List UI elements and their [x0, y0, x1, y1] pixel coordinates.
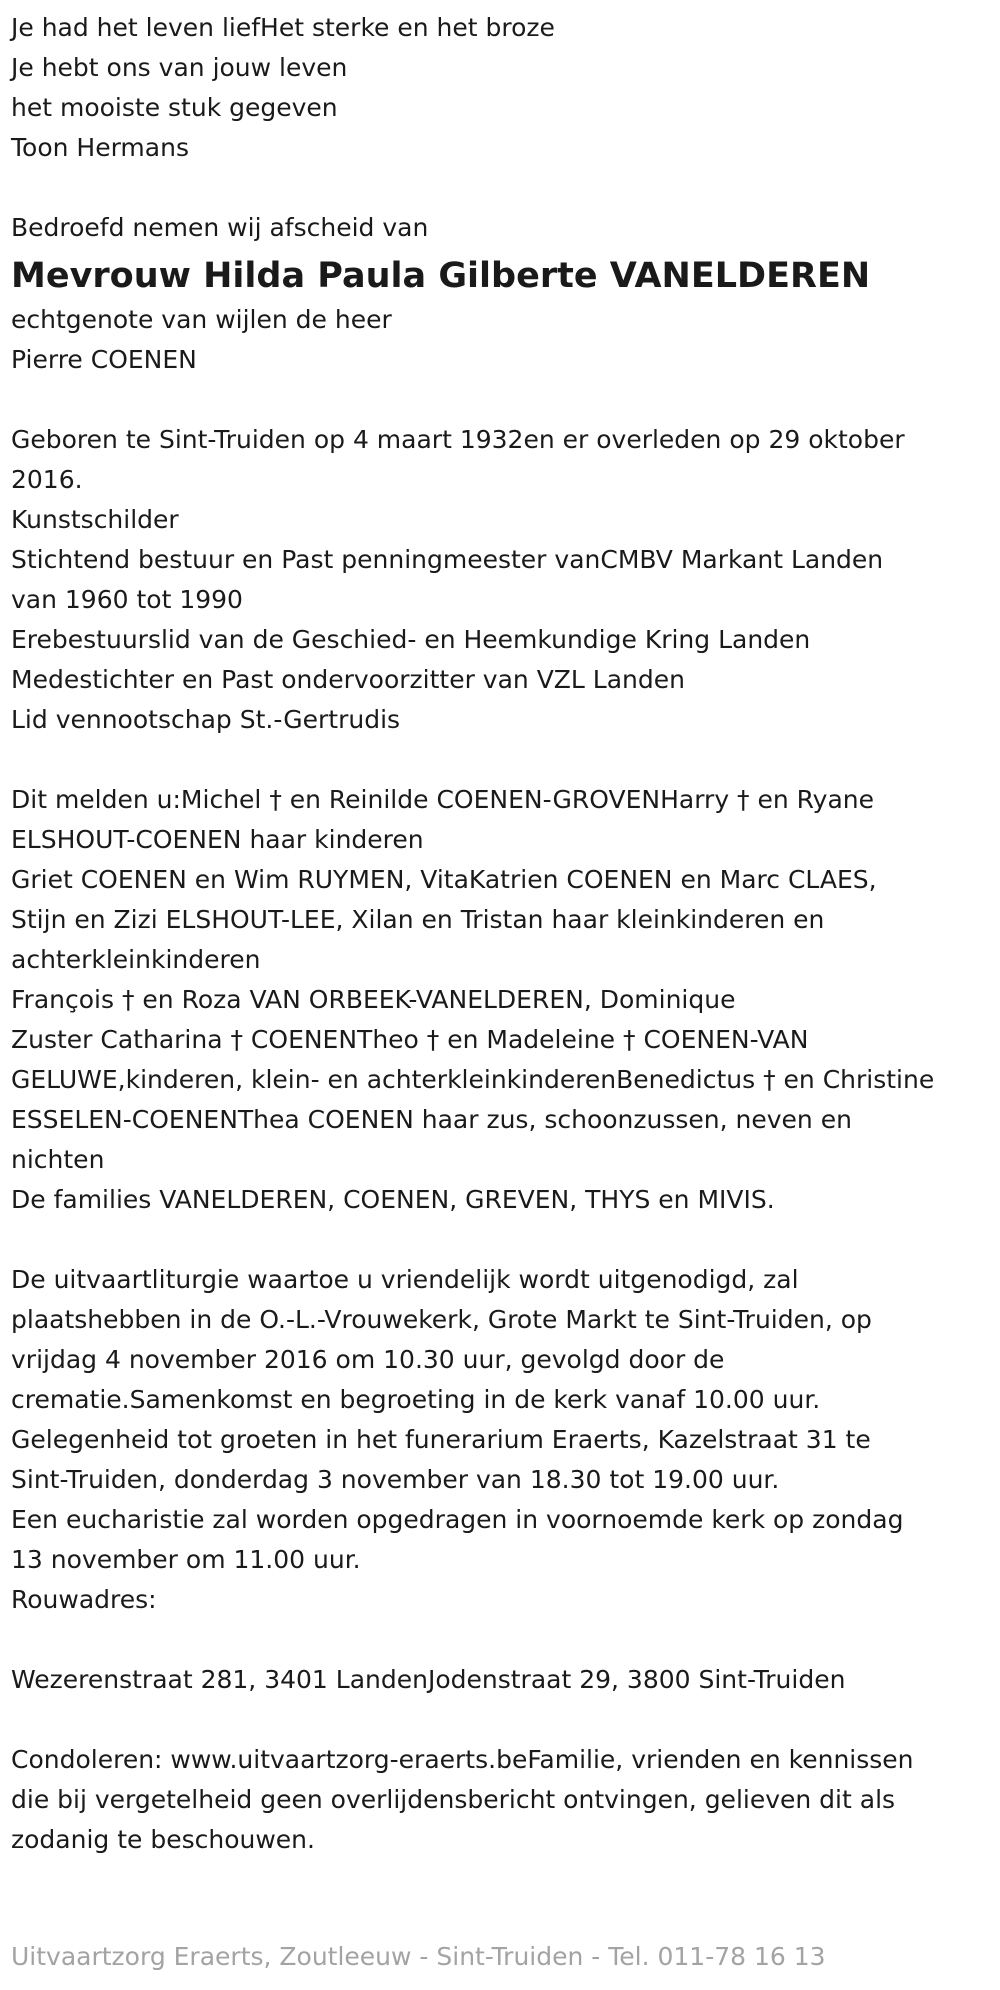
- spacer: [11, 740, 993, 780]
- poem-line: Je had het leven liefHet sterke en het broze: [11, 13, 555, 42]
- mourning-address-label: Rouwadres:: [11, 1585, 157, 1614]
- biography-line: Medestichter en Past ondervoorzitter van VZL Landen: [11, 665, 685, 694]
- ceremony-line: vrijdag 4 november 2016 om 10.30 uur, gevolgd door de: [11, 1345, 725, 1374]
- ceremony-line: plaatshebben in de O.-L.-Vrouwekerk, Grote Markt te Sint-Truiden, op: [11, 1305, 872, 1334]
- condolences-line: Condoleren: www.uitvaartzorg-eraerts.beFamilie, vrienden en kennissen: [11, 1745, 914, 1774]
- spouse-line: Pierre COENEN: [11, 345, 197, 374]
- family-line: nichten: [11, 1145, 105, 1174]
- biography-line: Geboren te Sint-Truiden op 4 maart 1932en er overleden op 29 oktober: [11, 425, 905, 454]
- obituary-notice: [11, 8, 993, 1860]
- poem-line: Je hebt ons van jouw leven: [11, 53, 348, 82]
- biography-line: Kunstschilder: [11, 505, 179, 534]
- funeral-home-footer: Uitvaartzorg Eraerts, Zoutleeuw - Sint-Truiden - Tel. 011-78 16 13: [11, 1942, 826, 1971]
- spacer: [11, 1620, 993, 1660]
- poem-author: Toon Hermans: [11, 133, 189, 162]
- biography-line: Stichtend bestuur en Past penningmeester vanCMBV Markant Landen: [11, 545, 884, 574]
- ceremony-line: 13 november om 11.00 uur.: [11, 1545, 361, 1574]
- biography-line: Lid vennootschap St.-Gertrudis: [11, 705, 401, 734]
- family-line: De families VANELDEREN, COENEN, GREVEN, THYS en MIVIS.: [11, 1185, 775, 1214]
- family-line: Griet COENEN en Wim RUYMEN, VitaKatrien COENEN en Marc CLAES,: [11, 865, 877, 894]
- biography-line: Erebestuurslid van de Geschied- en Heemkundige Kring Landen: [11, 625, 811, 654]
- family-line: achterkleinkinderen: [11, 945, 261, 974]
- family-line: Zuster Catharina † COENENTheo † en Madeleine † COENEN-VAN: [11, 1025, 809, 1054]
- family-list: [11, 780, 993, 1220]
- family-line: Dit melden u:Michel † en Reinilde COENEN-GROVENHarry † en Ryane: [11, 785, 875, 814]
- family-line: GELUWE,kinderen, klein- en achterkleinkinderenBenedictus † en Christine: [11, 1065, 935, 1094]
- ceremony-line: Sint-Truiden, donderdag 3 november van 18.30 tot 19.00 uur.: [11, 1465, 780, 1494]
- ceremony-line: crematie.Samenkomst en begroeting in de kerk vanaf 10.00 uur.: [11, 1385, 821, 1414]
- ceremony-line: Een eucharistie zal worden opgedragen in voornoemde kerk op zondag: [11, 1505, 904, 1534]
- intro-text: Bedroefd nemen wij afscheid van: [11, 213, 429, 242]
- condolences-line: die bij vergetelheid geen overlijdensbericht ontvingen, gelieven dit als: [11, 1785, 896, 1814]
- condolences: [11, 1740, 993, 1860]
- ceremony-line: Gelegenheid tot groeten in het funerarium Eraerts, Kazelstraat 31 te: [11, 1425, 871, 1454]
- deceased-name: Mevrouw Hilda Paula Gilberte VANELDEREN: [11, 256, 871, 296]
- biography-line: 2016.: [11, 465, 83, 494]
- ceremony-details: [11, 1260, 993, 1620]
- poem-line: het mooiste stuk gegeven: [11, 93, 338, 122]
- condolences-line: zodanig te beschouwen.: [11, 1825, 315, 1854]
- family-line: ESSELEN-COENENThea COENEN haar zus, schoonzussen, neven en: [11, 1105, 852, 1134]
- ceremony-line: De uitvaartliturgie waartoe u vriendelijk wordt uitgenodigd, zal: [11, 1265, 799, 1294]
- spacer: [11, 168, 993, 208]
- biography: [11, 420, 993, 740]
- biography-line: van 1960 tot 1990: [11, 585, 243, 614]
- spacer: [11, 1220, 993, 1260]
- family-line: Stijn en Zizi ELSHOUT-LEE, Xilan en Tristan haar kleinkinderen en: [11, 905, 825, 934]
- family-line: ELSHOUT-COENEN haar kinderen: [11, 825, 424, 854]
- poem: [11, 8, 993, 168]
- mourning-addresses: Wezerenstraat 281, 3401 LandenJodenstraat 29, 3800 Sint-Truiden: [11, 1665, 846, 1694]
- spouse-line: echtgenote van wijlen de heer: [11, 305, 392, 334]
- spouse-info: [11, 300, 993, 380]
- family-line: François † en Roza VAN ORBEEK-VANELDEREN, Dominique: [11, 985, 736, 1014]
- spacer: [11, 380, 993, 420]
- spacer: [11, 1700, 993, 1740]
